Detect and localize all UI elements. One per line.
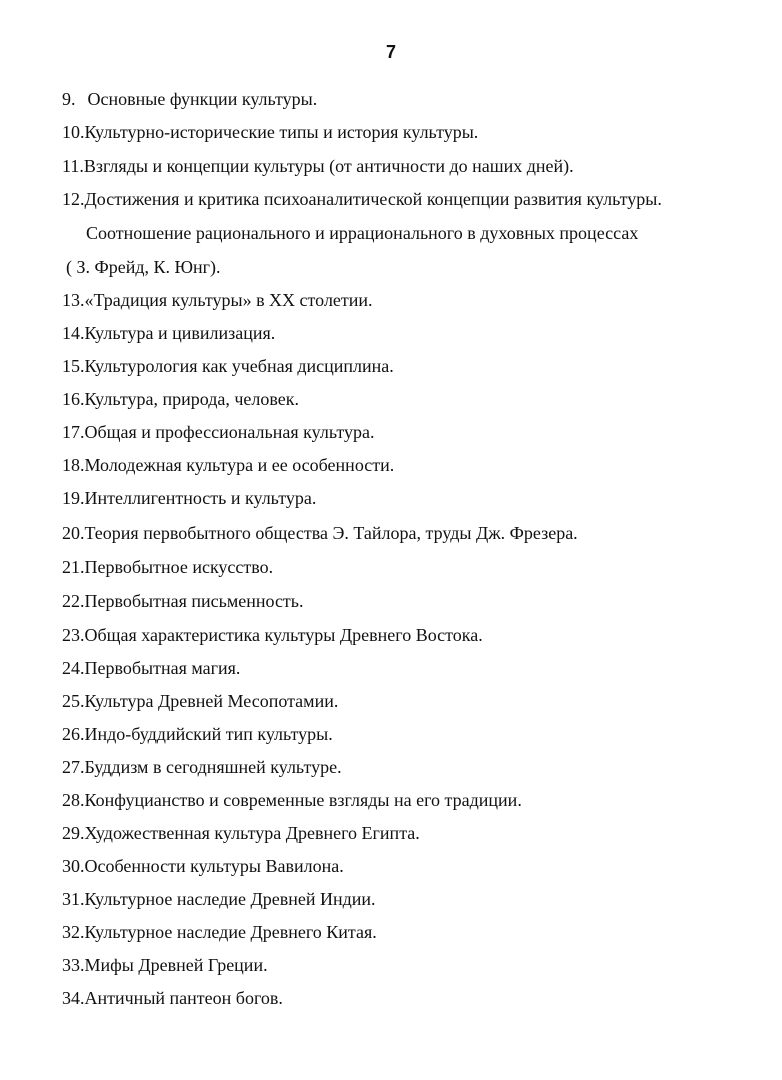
list-item-text: Культура и цивилизация. xyxy=(84,323,276,343)
list-item-text: Культурное наследие Древнего Китая. xyxy=(84,922,377,942)
list-item-text: Взгляды и концепции культуры (от античности до наших дней). xyxy=(83,156,574,176)
list-item xyxy=(62,355,394,377)
list-item-number: 26. xyxy=(62,724,85,744)
list-item-text: Молодежная культура и ее особенности. xyxy=(84,455,395,475)
list-item-number: 14. xyxy=(62,323,85,343)
list-item xyxy=(62,522,578,544)
list-item-number: 10. xyxy=(62,122,85,142)
list-item xyxy=(62,188,662,210)
list-item-number: 27. xyxy=(62,757,85,777)
list-item xyxy=(62,888,376,910)
list-item-text: Культурное наследие Древней Индии. xyxy=(84,889,376,909)
list-item-number: 24. xyxy=(62,658,85,678)
list-item xyxy=(62,624,483,646)
list-item xyxy=(62,487,316,509)
list-item xyxy=(62,88,317,110)
list-item-number: 21. xyxy=(62,557,85,577)
list-item xyxy=(62,855,344,877)
list-item xyxy=(62,388,299,410)
list-item-text: Основные функции культуры. xyxy=(87,89,318,109)
list-item-number: 23. xyxy=(62,625,85,645)
list-item-text: Культурология как учебная дисциплина. xyxy=(84,356,394,376)
list-item xyxy=(62,690,338,712)
list-item xyxy=(62,756,342,778)
list-item-number: 15. xyxy=(62,356,85,376)
list-item-number: 12. xyxy=(62,189,85,209)
list-item-text: Античный пантеон богов. xyxy=(84,988,283,1008)
list-item-text: Конфуцианство и современные взгляды на его традиции. xyxy=(84,790,522,810)
list-item xyxy=(62,421,374,443)
list-item-text: Буддизм в сегодняшней культуре. xyxy=(84,757,342,777)
list-item xyxy=(62,454,394,476)
list-item-number: 31. xyxy=(62,889,85,909)
list-item-continuation: ( З. Фрейд, К. Юнг). xyxy=(66,257,221,277)
list-item-number: 9. xyxy=(62,89,76,109)
list-item-text: «Традиция культуры» в XX столетии. xyxy=(84,290,373,310)
list-item xyxy=(62,556,273,578)
list-item xyxy=(62,822,420,844)
list-item-text: Особенности культуры Вавилона. xyxy=(84,856,344,876)
list-item-text: Культурно-исторические типы и история культуры. xyxy=(84,122,479,142)
list-item-text: Культура, природа, человек. xyxy=(84,389,300,409)
list-item xyxy=(62,121,478,143)
list-item-number: 33. xyxy=(62,955,85,975)
list-item-text: Теория первобытного общества Э. Тайлора, труды Дж. Фрезера. xyxy=(84,523,578,543)
list-item xyxy=(62,657,240,679)
list-item-number: 13. xyxy=(62,290,85,310)
list-item-number: 11. xyxy=(62,156,84,176)
list-item-number: 17. xyxy=(62,422,85,442)
list-item-number: 34. xyxy=(62,988,85,1008)
list-item-number: 28. xyxy=(62,790,85,810)
list-item xyxy=(62,289,373,311)
list-item-continuation: Соотношение рационального и иррационального в духовных процессах xyxy=(86,223,639,243)
list-item-number: 29. xyxy=(62,823,85,843)
list-item-text: Общая характеристика культуры Древнего Востока. xyxy=(84,625,483,645)
list-item xyxy=(62,789,522,811)
list-item xyxy=(62,590,304,612)
list-item-text: Первобытная письменность. xyxy=(84,591,304,611)
list-item-text: Художественная культура Древнего Египта. xyxy=(84,823,420,843)
list-item xyxy=(62,723,333,745)
list-item-number: 18. xyxy=(62,455,85,475)
list-item-text: Интеллигентность и культура. xyxy=(84,488,317,508)
list-item-text: Индо-буддийский тип культуры. xyxy=(84,724,333,744)
list-item-text: Достижения и критика психоаналитической концепции развития культуры. xyxy=(84,189,662,209)
list-item-number: 16. xyxy=(62,389,85,409)
list-item-text: Общая и профессиональная культура. xyxy=(84,422,375,442)
list-item-text: Первобытное искусство. xyxy=(84,557,274,577)
list-item-number: 20. xyxy=(62,523,85,543)
list-item-number: 32. xyxy=(62,922,85,942)
list-item-text: Культура Древней Месопотамии. xyxy=(84,691,339,711)
list-item-text: Мифы Древней Греции. xyxy=(84,955,268,975)
list-item xyxy=(62,155,574,177)
list-item xyxy=(62,987,283,1009)
list-item-text: Первобытная магия. xyxy=(84,658,241,678)
list-item xyxy=(62,322,275,344)
list-item xyxy=(62,954,268,976)
list-item-number: 19. xyxy=(62,488,85,508)
list-item-number: 30. xyxy=(62,856,85,876)
page-number: 7 xyxy=(385,42,396,62)
list-item xyxy=(62,921,377,943)
list-item-number: 25. xyxy=(62,691,85,711)
list-item-number: 22. xyxy=(62,591,85,611)
